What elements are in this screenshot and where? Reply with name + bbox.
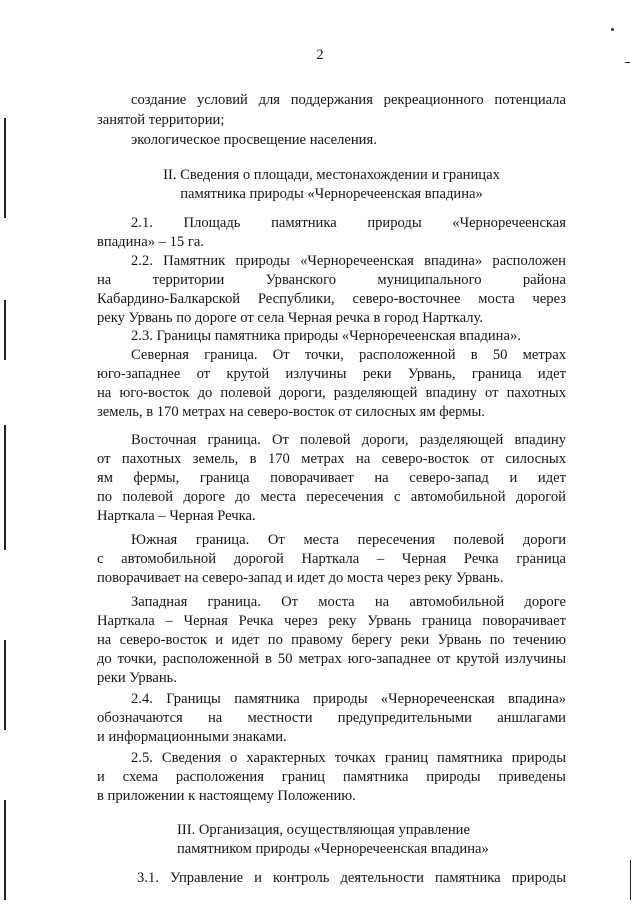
- body-line: по полевой дороге до места пересечения с автомобильной дорогой: [97, 489, 566, 505]
- body-line: земель, в 170 метрах на северо-восток от силосных ям фермы.: [97, 404, 485, 420]
- body-line: 2.4. Границы памятника природы «Черноречеенская впадина»: [131, 691, 566, 707]
- scan-speck: [625, 62, 630, 63]
- body-line: реки Урвань.: [97, 670, 177, 686]
- body-line: Кабардино-Балкарской Республики, северо-восточнее моста через: [97, 291, 566, 307]
- body-line: 2.2. Памятник природы «Черноречеенская впадина» расположен: [131, 253, 566, 269]
- section-heading: памятника природы «Черноречеенская впадина»: [180, 186, 483, 202]
- body-line: обозначаются на местности предупредительными аншлагами: [97, 710, 566, 726]
- intro-line: создание условий для поддержания рекреационного потенциала: [131, 92, 566, 108]
- body-line: 2.3. Границы памятника природы «Черноречеенская впадина».: [131, 328, 521, 344]
- body-line: Нарткала – Черная Речка через реку Урвань граница поворачивает: [97, 613, 566, 629]
- scan-edge-mark: [4, 118, 6, 218]
- body-line: и схема расположения границ памятника природы приведены: [97, 769, 566, 785]
- section-heading: III. Организация, осуществляющая управление: [177, 822, 470, 838]
- body-line: юго-западнее от крутой излучины реки Урвань, граница идет: [97, 366, 566, 382]
- body-line: на юго-восток до полевой дороги, разделяющей впадину от пахотных: [97, 385, 566, 401]
- scan-edge-mark: [4, 800, 6, 900]
- body-line: с автомобильной дорогой Нарткала – Черная Речка граница: [97, 551, 566, 567]
- body-line: Южная граница. От места пересечения полевой дороги: [131, 532, 566, 548]
- body-line: на северо-восток и идет по правому берегу реки Урвань по течению: [97, 632, 566, 648]
- intro-line: экологическое просвещение населения.: [131, 132, 377, 148]
- scan-speck: [611, 28, 614, 31]
- body-line: до точки, расположенной в 50 метрах юго-западнее от крутой излучины: [97, 651, 566, 667]
- body-line: 2.5. Сведения о характерных точках границ памятника природы: [131, 750, 566, 766]
- section-heading: II. Сведения о площади, местонахождении и границах: [163, 167, 500, 183]
- body-line: Западная граница. От моста на автомобильной дороге: [131, 594, 566, 610]
- body-line: ям фермы, граница поворачивает на северо-запад и идет: [97, 470, 566, 486]
- body-line: на территории Урванского муниципального района: [97, 272, 566, 288]
- scan-edge-mark: [630, 860, 631, 900]
- body-line: в приложении к настоящему Положению.: [97, 788, 356, 804]
- body-line: и информационными знаками.: [97, 729, 287, 745]
- body-line: 2.1. Площадь памятника природы «Черноречеенская: [131, 215, 566, 231]
- body-line: поворачивает на северо-запад и идет до моста через реку Урвань.: [97, 570, 504, 586]
- body-line: от пахотных земель, в 170 метрах на северо-восток от силосных: [97, 451, 566, 467]
- scan-edge-mark: [4, 425, 6, 550]
- body-line: впадина» – 15 га.: [97, 234, 204, 250]
- scan-edge-mark: [4, 300, 6, 360]
- intro-line: занятой территории;: [97, 112, 225, 128]
- scan-edge-mark: [4, 640, 6, 730]
- page-number: 2: [316, 47, 324, 63]
- section-heading: памятником природы «Черноречеенская впадина»: [177, 841, 489, 857]
- body-line: Северная граница. От точки, расположенной в 50 метрах: [131, 347, 566, 363]
- body-line: Нарткала – Черная Речка.: [97, 508, 256, 524]
- body-line: Восточная граница. От полевой дороги, разделяющей впадину: [131, 432, 566, 448]
- body-line: 3.1. Управление и контроль деятельности памятника природы: [137, 870, 566, 886]
- body-line: реку Урвань по дороге от села Черная речка в город Нарткалу.: [97, 310, 483, 326]
